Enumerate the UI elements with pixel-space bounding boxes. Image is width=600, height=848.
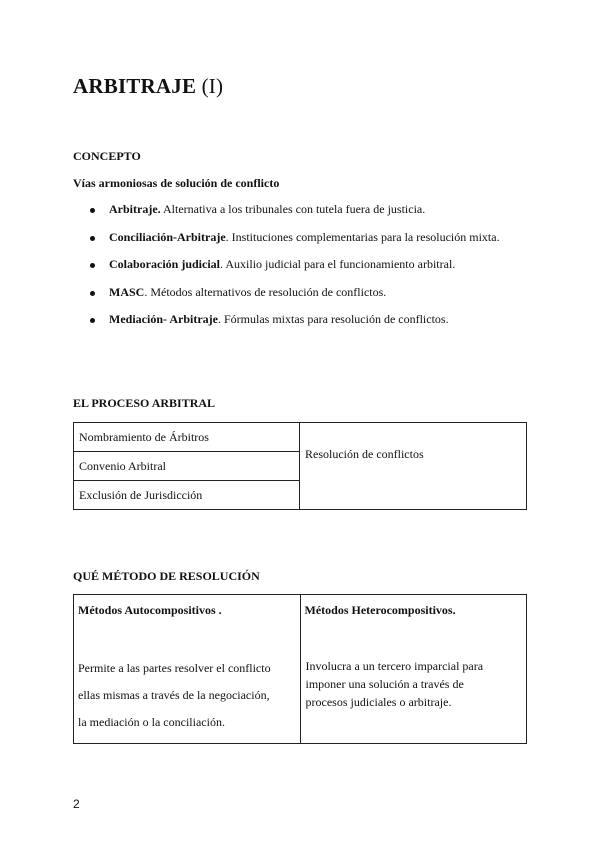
item-term: Colaboración judicial: [109, 257, 221, 271]
table-row: [74, 595, 527, 744]
item-term: MASC: [109, 284, 145, 299]
section-heading-proceso: EL PROCESO ARBITRAL: [73, 396, 216, 410]
list-item: [88, 251, 528, 279]
metodo-table: [73, 594, 527, 744]
method-line: procesos judiciales o arbitraje.: [305, 695, 452, 709]
method-body: [306, 657, 521, 711]
title-main: ARBITRAJE: [73, 74, 197, 98]
table-row: [74, 423, 527, 452]
title-suffix: (I): [201, 74, 224, 98]
item-text: . Auxilio judicial para el funcionamiento arbitral.: [220, 257, 456, 271]
table-cell: Exclusión de Jurisdicción: [74, 481, 300, 510]
list-item: [88, 224, 528, 252]
item-text: . Métodos alternativos de resolución de conflictos.: [144, 284, 387, 299]
item-text: . Fórmulas mixtas para resolución de conflictos.: [217, 312, 449, 326]
method-line: la mediación o la conciliación.: [78, 715, 225, 729]
method-line: imponer una solución a través de: [305, 677, 464, 691]
item-term: Mediación- Arbitraje: [109, 312, 218, 326]
item-term: Arbitraje.: [109, 202, 161, 216]
method-header: Métodos Autocompositivos .: [78, 603, 222, 617]
concepto-list: [88, 196, 528, 334]
concepto-subheading: Vías armoniosas de solución de conflicto: [73, 176, 280, 190]
table-cell: Nombramiento de Árbitros: [74, 423, 300, 452]
method-line: Permite a las partes resolver el conflicto: [78, 661, 271, 675]
section-heading-concepto: CONCEPTO: [73, 149, 141, 163]
item-term: Conciliación-Arbitraje: [109, 229, 226, 244]
item-text: Alternativa a los tribunales con tutela fuera de justicia.: [160, 202, 426, 216]
list-item: [88, 196, 528, 224]
method-body: [78, 655, 298, 736]
list-item: [88, 279, 528, 307]
method-cell-auto: [74, 595, 301, 744]
proceso-table: [73, 422, 527, 510]
page-number: 2: [73, 797, 80, 811]
page-title: [73, 74, 223, 99]
list-item: [88, 306, 528, 334]
item-text: . Instituciones complementarias para la resolución mixta.: [225, 229, 500, 244]
table-cell: Convenio Arbitral: [74, 452, 300, 481]
table-cell-merged: Resolución de conflictos: [300, 423, 527, 510]
section-heading-metodo: QUÉ MÉTODO DE RESOLUCIÓN: [73, 569, 260, 583]
method-cell-hetero: [300, 595, 527, 744]
method-line: Involucra a un tercero imparcial para: [305, 659, 484, 673]
method-line: ellas mismas a través de la negociación,: [78, 688, 270, 702]
method-header: Métodos Heterocompositivos.: [304, 603, 456, 617]
